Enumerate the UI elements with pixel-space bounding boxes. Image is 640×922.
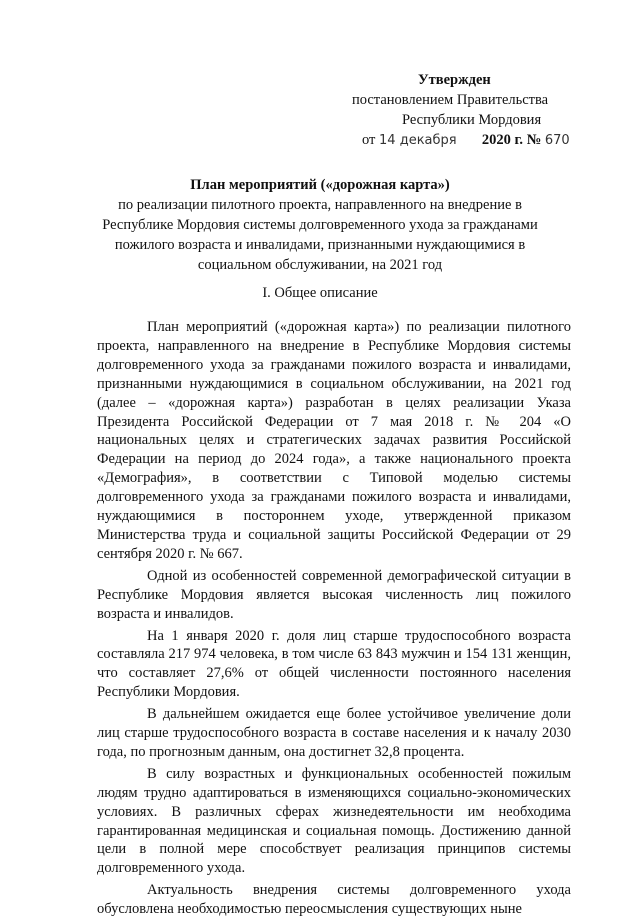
approval-title: Утвержден <box>418 72 491 88</box>
plan-heading <box>60 175 580 275</box>
plan-subtitle-line: по реализации пилотного проекта, направленного на внедрение в <box>118 197 522 213</box>
paragraph: Одной из особенностей современной демографической ситуации в Республике Мордовия является высокая численность лиц пожилого возраста и инвалидов. <box>97 567 571 622</box>
paragraph: В силу возрастных и функциональных особенностей пожилым людям трудно адаптироваться в изменяющихся социально-экономических условиях. В различных сферах жизнедеятельности им необходима гарантированная медицинская и социальная помощь. Достижению данной цели в полной мере способствует реализация принципов системы долговременного ухода. <box>97 765 571 877</box>
paragraph: Актуальность внедрения системы долговременного ухода обусловлена необходимостью переосмысления существующих ныне <box>97 882 571 918</box>
approval-year: 2020 г. <box>481 132 524 148</box>
paragraph: План мероприятий («дорожная карта») по реализации пилотного проекта, направленного на внедрение в Республике Мордовия системы долговременного ухода за гражданами пожилого возраста и инвалидами, признанными нуждающимися в социальном обслуживании, на 2021 год (далее – «дорожная карта») разработан в целях реализации Указа Президента Российской Федерации от 7 мая 2018 г. № 204 «О национальных целях и стратегических задачах развития Российской Федерации на период до 2024 года», а также национального проекта «Демография», в соответствии с Типовой моделью системы долговременного ухода за гражданами пожилого возраста и инвалидами, нуждающимися в постороннем уходе, утвержденной приказом Министерства труда и социальной защиты Российской Федерации от 29 сентября 2020 г. № 667. <box>97 319 571 562</box>
approval-date: 14 декабря <box>379 133 457 148</box>
approval-date-line <box>330 130 600 151</box>
paragraph: В дальнейшем ожидается еще более устойчивое увеличение доли лиц старше трудоспособного возраста в составе населения и к началу 2030 года, по прогнозным данным, она достигнет 32,8 процента. <box>97 706 571 760</box>
plan-title: План мероприятий («дорожная карта») <box>190 177 450 193</box>
plan-subtitle-line: Республике Мордовия системы долговременного ухода за гражданами <box>102 217 538 233</box>
body-text <box>97 318 571 922</box>
plan-subtitle-line: социальном обслуживании, на 2021 год <box>197 257 443 273</box>
plan-subtitle-line: пожилого возраста и инвалидами, признанными нуждающимися в <box>114 237 526 253</box>
approval-from: от <box>362 132 376 148</box>
approval-number-sign: № <box>526 132 542 148</box>
section-title: I. Общее описание <box>262 285 378 301</box>
paragraph: На 1 января 2020 г. доля лиц старше трудоспособного возраста составляла 217 974 человека, в том числе 63 843 мужчин и 154 131 женщин, что составляет 27,6% от общей численности постоянного населения Республики Мордовия. <box>97 627 571 701</box>
approval-line-republic: Республики Мордовия <box>402 112 542 128</box>
approval-number: 670 <box>544 133 570 148</box>
approval-block <box>330 70 600 151</box>
approval-line-decree: постановлением Правительства <box>352 92 549 108</box>
